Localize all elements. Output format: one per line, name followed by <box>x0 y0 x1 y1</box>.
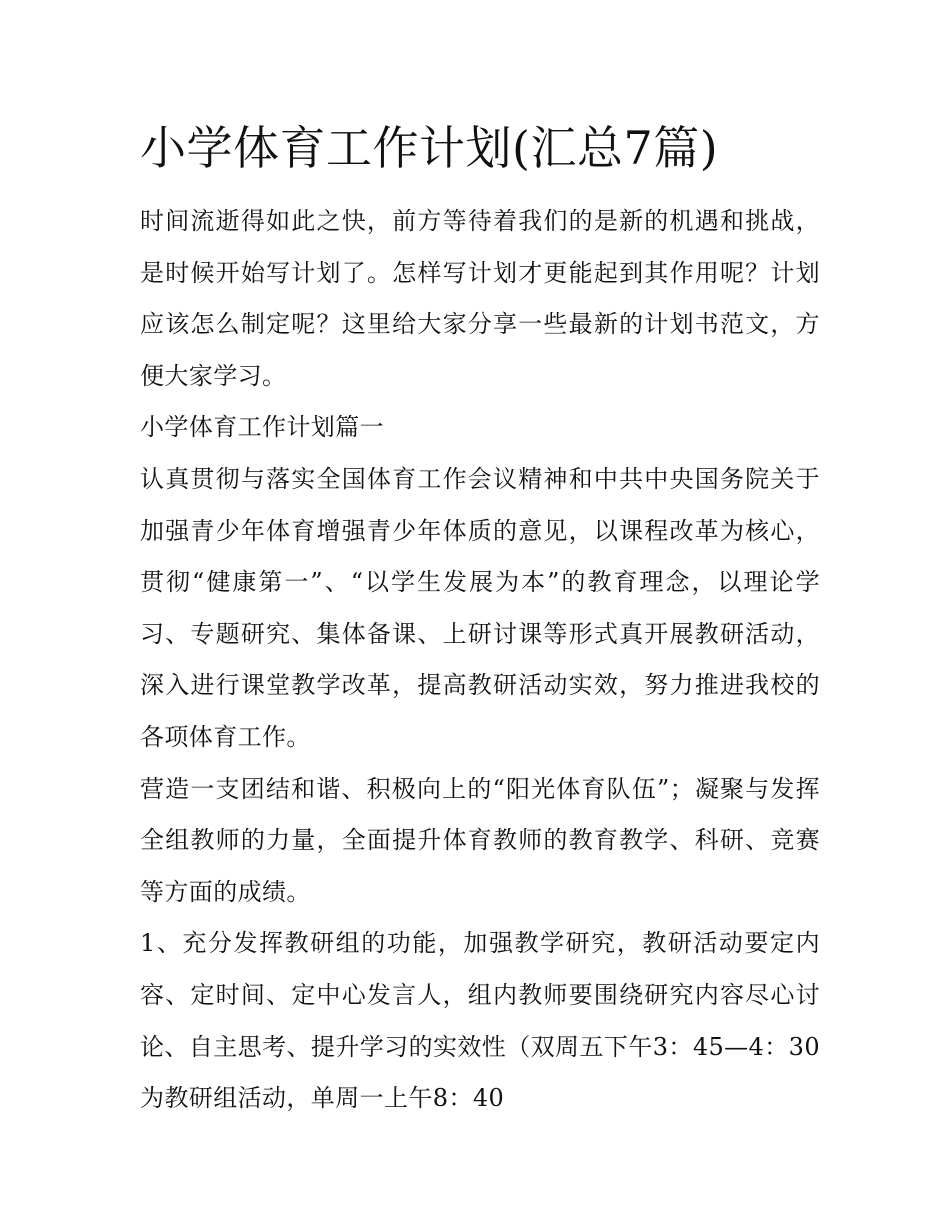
body-paragraph: 营造一支团结和谐、积极向上的“阳光体育队伍”；凝聚与发挥全组教师的力量，全面提升体育教师的教育教学、科研、竞赛等方面的成绩。 <box>140 774 820 906</box>
document-page <box>140 112 820 1125</box>
document-title: 小学体育工作计划(汇总7篇) <box>140 121 719 175</box>
body-paragraph: 1、充分发挥教研组的功能，加强教学研究，教研活动要定内容、定时间、定中心发言人，组内教师要围绕研究内容尽心讨论、自主思考、提升学习的实效性（双周五下午3：45—4：30为教研组活动，单周一上午8：40 <box>140 929 820 1113</box>
intro-paragraph: 时间流逝得如此之快，前方等待着我们的是新的机遇和挑战，是时候开始写计划了。怎样写计划才更能起到其作用呢？计划应该怎么制定呢？这里给大家分享一些最新的计划书范文，方便大家学习。 <box>140 207 820 390</box>
body-paragraph: 认真贯彻与落实全国体育工作会议精神和中共中央国务院关于加强青少年体育增强青少年体质的意见，以课程改革为核心，贯彻“健康第一”、“以学生发展为本”的教育理念，以理论学习、专题研究、集体备课、上研讨课等形式真开展教研活动，深入进行课堂教学改革，提高教研活动实效，努力推进我校的各项体育工作。 <box>140 464 820 751</box>
section-heading: 小学体育工作计划篇一 <box>140 413 384 442</box>
